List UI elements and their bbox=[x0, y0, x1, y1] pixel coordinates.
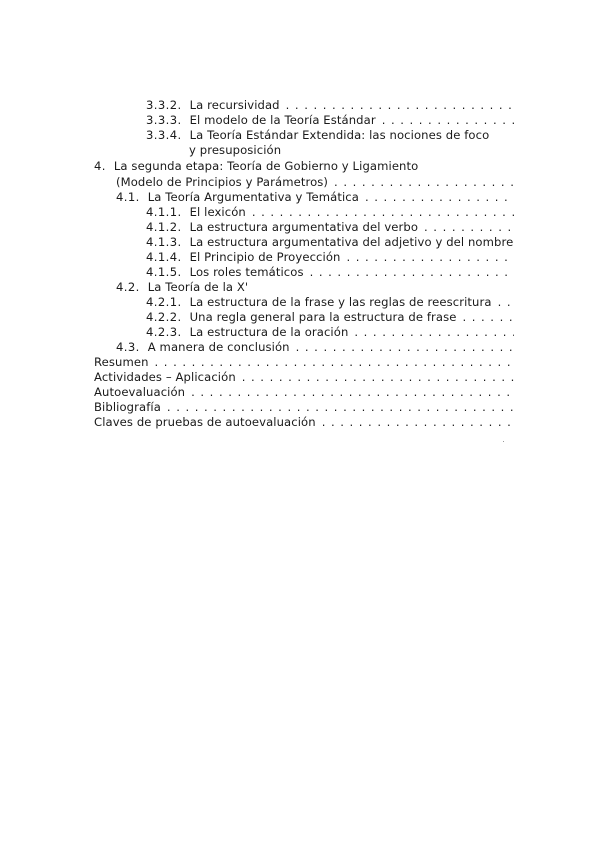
toc-title: La segunda etapa: Teoría de Gobierno y Ligamiento bbox=[113, 159, 419, 173]
toc-entry-3-3-4 bbox=[146, 128, 514, 143]
toc-entry-4-1-4 bbox=[146, 250, 514, 265]
dot-leader bbox=[365, 190, 514, 205]
toc-entry-3-3-3 bbox=[146, 113, 514, 128]
toc-number: 4.1. bbox=[116, 190, 140, 204]
toc-title: La Teoría Estándar Extendida: las nociones de foco bbox=[189, 128, 490, 142]
toc-title: A manera de conclusión bbox=[147, 340, 290, 354]
toc-title: La Teoría Argumentativa y Temática bbox=[147, 190, 359, 204]
dot-leader bbox=[462, 310, 514, 325]
toc-title: La Teoría de la X' bbox=[147, 280, 249, 294]
toc-title: Bibliografía bbox=[94, 400, 161, 414]
toc-entry-autoevaluacion bbox=[94, 385, 514, 400]
toc-title: La estructura de la frase y las reglas de reescritura bbox=[189, 295, 492, 309]
toc-title: Claves de pruebas de autoevaluación bbox=[94, 415, 316, 429]
toc-number: 4.2.2. bbox=[146, 310, 182, 324]
toc-title: La estructura de la oración bbox=[189, 325, 349, 339]
toc-entry-resumen bbox=[94, 355, 514, 370]
dot-leader bbox=[354, 325, 514, 340]
toc-number: 4.1.5. bbox=[146, 265, 182, 279]
dot-leader bbox=[322, 415, 514, 430]
dot-leader bbox=[286, 98, 514, 113]
toc-entry-4-2-3 bbox=[146, 325, 514, 340]
dot-leader bbox=[191, 385, 514, 400]
toc-entry-4-3 bbox=[116, 340, 514, 355]
toc-title-continued: (Modelo de Principios y Parámetros) bbox=[116, 175, 329, 189]
dot-leader bbox=[155, 355, 514, 370]
dot-leader bbox=[346, 250, 514, 265]
toc-number: 3.3.4. bbox=[146, 128, 182, 142]
toc-title: La recursividad bbox=[189, 98, 280, 112]
toc-number: 4.2.1. bbox=[146, 295, 182, 309]
dot-leader bbox=[167, 400, 514, 415]
toc-title: Una regla general para la estructura de frase bbox=[189, 310, 457, 324]
toc-number: 3.3.2. bbox=[146, 98, 182, 112]
toc-number: 4.2. bbox=[116, 280, 140, 294]
toc-number: 4.1.2. bbox=[146, 220, 182, 234]
toc-number: 4.2.3. bbox=[146, 325, 182, 339]
toc-number: 4. bbox=[94, 159, 106, 173]
toc-title: El lexicón bbox=[189, 205, 246, 219]
dot-leader bbox=[252, 205, 514, 220]
dot-leader bbox=[334, 175, 514, 190]
toc-title: El Principio de Proyección bbox=[189, 250, 341, 264]
dot-leader bbox=[498, 295, 514, 310]
toc-number: 4.1.4. bbox=[146, 250, 182, 264]
toc-entry-actividades bbox=[94, 370, 514, 385]
toc-entry-3-3-4-continued bbox=[189, 143, 514, 158]
toc-title: La estructura argumentativa del adjetivo y del nombre bbox=[189, 235, 514, 249]
toc-entry-4-1-3 bbox=[146, 235, 518, 250]
toc-entry-4 bbox=[94, 159, 514, 174]
dot-leader bbox=[242, 370, 514, 385]
scan-speck bbox=[503, 441, 504, 442]
toc-title: Autoevaluación bbox=[94, 385, 186, 399]
dot-leader bbox=[382, 113, 514, 128]
toc-number: 3.3.3. bbox=[146, 113, 182, 127]
dot-leader bbox=[310, 265, 514, 280]
toc-entry-4-1 bbox=[116, 190, 514, 205]
toc-entry-4-2 bbox=[116, 280, 514, 295]
toc-title: El modelo de la Teoría Estándar bbox=[189, 113, 376, 127]
toc-entry-3-3-2 bbox=[146, 98, 514, 113]
dot-leader bbox=[296, 340, 514, 355]
toc-title: Resumen bbox=[94, 355, 149, 369]
toc-entry-4-2-1 bbox=[146, 295, 514, 310]
toc-entry-4-1-2 bbox=[146, 220, 514, 235]
dot-leader bbox=[424, 220, 514, 235]
toc-number: 4.1.3. bbox=[146, 235, 182, 249]
toc-number: 4.1.1. bbox=[146, 205, 182, 219]
toc-number: 4.3. bbox=[116, 340, 140, 354]
toc-entry-4-1-5 bbox=[146, 265, 514, 280]
toc-entry-bibliografia bbox=[94, 400, 514, 415]
toc-title: Los roles temáticos bbox=[189, 265, 304, 279]
toc-entry-4-continued bbox=[116, 175, 514, 190]
toc-entry-claves bbox=[94, 415, 514, 430]
toc-title: La estructura argumentativa del verbo bbox=[189, 220, 419, 234]
toc-entry-4-1-1 bbox=[146, 205, 514, 220]
toc-entry-4-2-2 bbox=[146, 310, 514, 325]
toc-title: Actividades – Aplicación bbox=[94, 370, 236, 384]
toc-title-continued: y presuposición bbox=[189, 143, 282, 157]
